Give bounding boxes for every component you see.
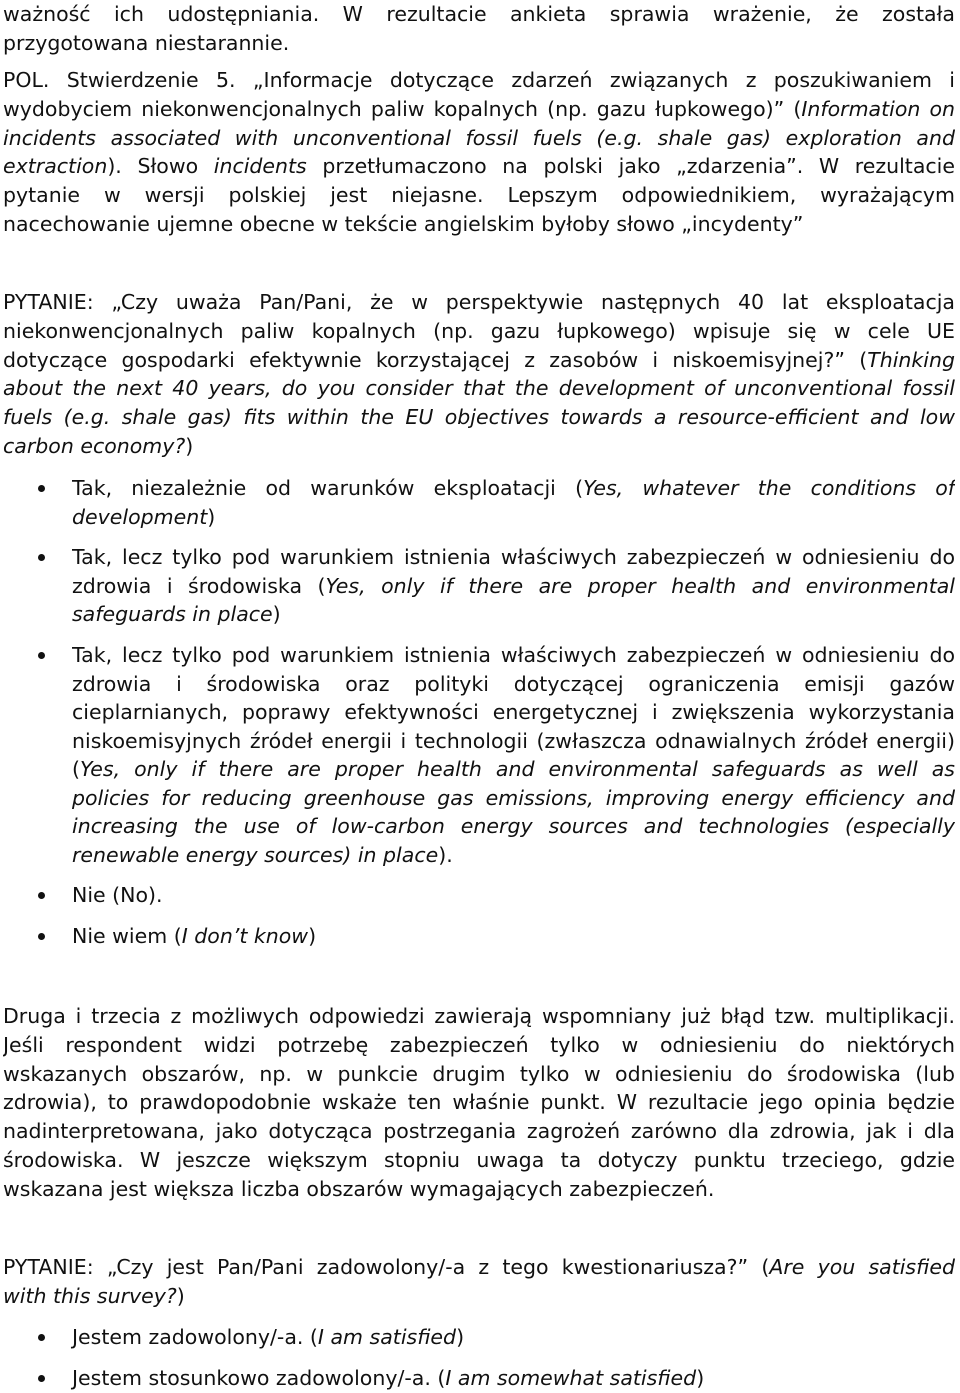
bullet-icon (38, 485, 45, 492)
pol5-line-2: wydobyciem niekonwencjonalnych paliw kopalnych (np. gazu łupkowego)” (Information on (3, 96, 955, 121)
question1-line-5: fuels (e.g. shale gas) fits within the EU objectives towards a resource-efficient and low (3, 405, 955, 430)
document-page: ważność ich udostępniania. W rezultacie ankieta sprawia wrażenie, że została przygotowana niestarannie. POL. Stwierdzenie 5. „Informacje dotyczące zdarzeń związanych z poszukiwaniem i wydobyciem niekonwencjonalnych paliw kopalnych (np. gazu łupkowego)” (Information on incidents associated with unconventional fossil fuels (e.g. shale gas) exploration and extraction). Słowo incidents przetłumaczono na polski jako „zdarzenia”. W rezultacie pytanie w wersji polskiej jest niejasne. Lepszym odpowiednikiem, wyrażającym nacechowanie ujemne obecne w tekście angielskim byłoby słowo „incydenty” PYTANIE: „Czy uważa Pan/Pani, że w perspektywie następnych 40 lat eksploatacja niekonwencjonalnych paliw kopalnych (np. gazu łupkowego) wpisuje się w cele UE dotyczące gospodarki efektywnie korzystającej z zasobów i niskoemisyjnej?” (Thinking about the next 40 years, do you consider that the development of unconventional fossil fuels (e.g. shale gas) fits within the EU objectives towards a resource-efficient and low carbon economy?) Tak, niezależnie od warunków eksploatacji (Yes, whatever the conditions of development) Tak, lecz tylko pod warunkiem istnienia właściwych zabezpieczeń w odniesieniu do zdrowia i środowiska (Yes, only if there are proper health and environmental safeguards in place) Tak, lecz tylko pod warunkiem istnienia właściwych zabezpieczeń w odniesieniu do zdrowia i środowiska oraz polityki dotyczącej ograniczenia emisji gazów cieplarnianych, poprawy efektywności energetycznej i zwiększenia wykorzystania niskoemisyjnych źródeł energii i technologii (zwłaszcza odnawialnych źródeł energii) (Yes, only if there are proper health and environmental safeguards as well as policies for reducing greenhouse gas emissions, improving energy efficiency and increasing the use of low-carbon energy sources and technologies (especially renewable energy sources) in place). Nie (No). Nie wiem (I don’t know) Druga i trzecia z możliwych odpowiedzi zawierają wspomniany już błąd tzw. multiplikacji. Jeśli respondent widzi potrzebę zabezpieczeń tylko w odniesieniu do niektórych wskazanych obszarów, np. w punkcie drugim tylko w odniesieniu do środowiska (lub zdrowia), to prawdopodobnie wskaże ten właśnie punkt. W rezultacie jego opinia będzie nadinterpretowana, jako dotycząca postrzegania zagrożeń zarówno dla zdrowia, jak i dla środowiska. W jeszcze większym stopniu uwaga ta dotyczy punktu trzeciego, gdzie wskazana jest większa liczba obszarów wymagających zabezpieczeń. PYTANIE: „Czy jest Pan/Pani zadowolony/-a z tego kwestionariusza?” (Are you satisfied with this survey?) Jestem zadowolony/-a. (I am satisfied) Jestem stosunkowo zadowolony/-a. (I am somewhat satisfied) (3, 2, 955, 1390)
question1-line-1: PYTANIE: „Czy uważa Pan/Pani, że w perspektywie następnych 40 lat eksploatacja (3, 290, 955, 314)
bullet-icon (38, 892, 45, 899)
pol5-line-5: pytanie w wersji polskiej jest niejasne. Lepszym odpowiednikiem, wyrażającym (3, 183, 955, 208)
question1-line-2: niekonwencjonalnych paliw kopalnych (np. gazu łupkowego) wpisuje się w cele UE (3, 318, 955, 343)
bullet-icon (38, 1375, 45, 1382)
intro-line-1: ważność ich udostępniania. W rezultacie ankieta sprawia wrażenie, że została (3, 2, 955, 26)
bullet-icon (38, 933, 45, 940)
question-2-paragraph: PYTANIE: „Czy jest Pan/Pani zadowolony/-a z tego kwestionariusza?” (Are you satisfied with this survey?) (3, 1255, 955, 1308)
question1-line-3: dotyczące gospodarki efektywnie korzystającej z zasobów i niskoemisyjnej?” (Thinking (3, 347, 955, 372)
question-1-paragraph (3, 288, 955, 461)
pol5-line-1: POL. Stwierdzenie 5. „Informacje dotyczące zdarzeń związanych z poszukiwaniem i (3, 68, 955, 92)
intro-line-2: przygotowana niestarannie. (3, 30, 290, 55)
bullet-icon (38, 554, 45, 561)
intro-paragraph (3, 0, 955, 58)
bullet-icon (38, 1334, 45, 1341)
pol5-line-4: extraction). Słowo incidents przetłumaczono na polski jako „zdarzenia”. W rezultacie (3, 154, 955, 179)
pol5-line-6: nacechowanie ujemne obecne w tekście angielskim byłoby słowo „incydenty” (3, 211, 804, 236)
bullet-icon (38, 652, 45, 659)
comment-paragraph: Druga i trzecia z możliwych odpowiedzi zawierają wspomniany już błąd tzw. multiplikacji. Jeśli respondent widzi potrzebę zabezpieczeń tylko w odniesieniu do niektórych wskazanych obszarów, np. w punkcie drugim tylko w odniesieniu do środowiska (lub zdrowia), to prawdopodobnie wskaże ten właśnie punkt. W rezultacie jego opinia będzie nadinterpretowana, jako dotycząca postrzegania zagrożeń zarówno dla zdrowia, jak i dla środowiska. W jeszcze większym stopniu uwaga ta dotyczy punktu trzeciego, gdzie wskazana jest większa liczba obszarów wymagających zabezpieczeń. (3, 1004, 955, 1201)
pol5-line-3: incidents associated with unconventional fossil fuels (e.g. shale gas) exploration and (3, 125, 955, 150)
pol-statement-5-paragraph (3, 66, 955, 239)
question1-line-4: about the next 40 years, do you consider that the development of unconventional fossil (3, 376, 955, 401)
question1-line-6: carbon economy?) (3, 433, 194, 458)
